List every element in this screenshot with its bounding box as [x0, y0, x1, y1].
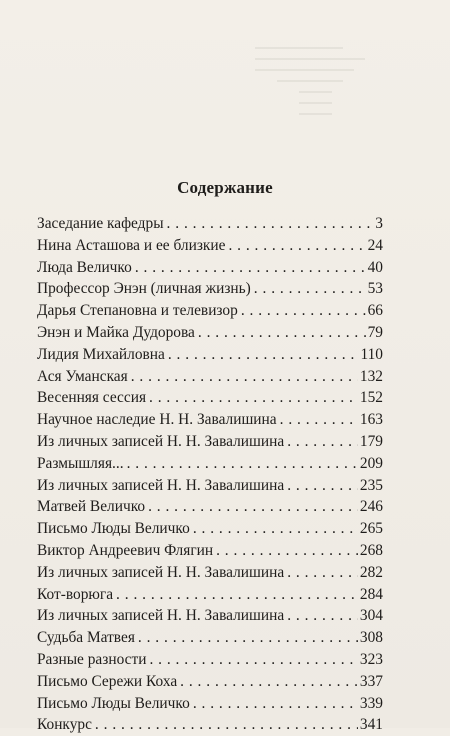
dot-leader [148, 496, 358, 518]
toc-entry-page-number: 268 [359, 541, 383, 559]
toc-entry-page-number: 132 [359, 367, 383, 385]
dot-leader [241, 300, 366, 322]
toc-entry-title: Судьба Матвея [37, 629, 135, 647]
toc-entry-page-number: 66 [367, 302, 383, 320]
toc-entry [37, 584, 383, 606]
dot-leader [280, 409, 358, 431]
toc-entry-page-number: 24 [367, 236, 383, 254]
dot-leader [198, 322, 366, 344]
toc-entry [37, 257, 383, 279]
show-through-text [255, 38, 365, 168]
toc-entry [37, 693, 383, 715]
toc-entry-page-number: 304 [359, 607, 383, 625]
toc-entry-title: Размышляя... [37, 454, 124, 472]
toc-entry-title: Из личных записей Н. Н. Завалишина [37, 432, 285, 450]
toc-entry-page-number: 3 [375, 215, 383, 232]
toc-entry-title: Из личных записей Н. Н. Завалишина [37, 607, 285, 625]
toc-entry-page-number: 339 [359, 694, 383, 712]
dot-leader [168, 344, 359, 366]
toc-entry [37, 671, 383, 693]
dot-leader [254, 278, 366, 300]
toc-entry [37, 475, 383, 497]
dot-leader [193, 693, 358, 715]
toc-entry-page-number: 337 [359, 672, 383, 690]
toc-entry-page-number: 163 [359, 411, 383, 429]
toc-entry-page-number: 235 [359, 476, 383, 494]
toc-entry-title: Матвей Величко [37, 498, 146, 516]
toc-entry-page-number: 282 [359, 563, 383, 581]
toc-entry-title: Дарья Степановна и телевизор [37, 302, 238, 320]
toc-entry-title: Энэн и Майка Дудорова [37, 323, 195, 341]
toc-entry [37, 431, 383, 453]
toc-entry-title: Конкурс [37, 716, 92, 734]
toc-entry [37, 518, 383, 540]
dot-leader [149, 387, 358, 409]
toc-entry-page-number: 323 [359, 650, 383, 668]
toc-entry-page-number: 265 [359, 520, 383, 538]
dot-leader [287, 431, 358, 453]
dot-leader [149, 649, 357, 671]
toc-entry [37, 714, 383, 736]
dot-leader [116, 584, 358, 606]
toc-entry-title: Люда Величко [37, 258, 132, 276]
dot-leader [167, 213, 374, 235]
toc-entry [37, 409, 383, 431]
toc-entry-title: Письмо Люды Величко [37, 520, 190, 538]
toc-entry [37, 562, 383, 584]
toc-entry-title: Весенняя сессия [37, 389, 147, 407]
toc-entry [37, 627, 383, 649]
toc-entry-title: Письмо Сережи Коха [37, 672, 178, 690]
toc-entry-title: Лидия Михайловна [37, 345, 165, 363]
toc-entry [37, 213, 383, 235]
toc-entry-title: Заседание кафедры [37, 215, 164, 232]
toc-entry [37, 366, 383, 388]
toc-entry-page-number: 209 [359, 454, 383, 472]
toc-entry [37, 344, 383, 366]
toc-entry [37, 387, 383, 409]
dot-leader [287, 475, 358, 497]
table-of-contents [37, 213, 383, 736]
toc-entry [37, 278, 383, 300]
toc-entry [37, 605, 383, 627]
dot-leader [127, 453, 358, 475]
toc-entry [37, 649, 383, 671]
toc-entry-title: Виктор Андреевич Флягин [37, 541, 214, 559]
dot-leader [216, 540, 358, 562]
dot-leader [228, 235, 365, 257]
toc-entry-title: Профессор Энэн (личная жизнь) [37, 280, 251, 298]
toc-entry-page-number: 53 [367, 280, 383, 298]
toc-entry [37, 453, 383, 475]
toc-entry-title: Письмо Люды Величко [37, 694, 190, 712]
dot-leader [180, 671, 358, 693]
dot-leader [135, 257, 366, 279]
dot-leader [95, 714, 358, 736]
toc-entry-page-number: 79 [367, 323, 383, 341]
toc-entry-page-number: 40 [367, 258, 383, 276]
toc-entry-page-number: 179 [359, 432, 383, 450]
toc-entry-page-number: 152 [359, 389, 383, 407]
dot-leader [287, 605, 358, 627]
toc-entry-title: Из личных записей Н. Н. Завалишина [37, 563, 285, 581]
toc-entry [37, 496, 383, 518]
toc-entry-page-number: 284 [359, 585, 383, 603]
dot-leader [131, 366, 358, 388]
toc-entry-title: Кот-ворюга [37, 585, 114, 603]
toc-entry [37, 540, 383, 562]
dot-leader [287, 562, 358, 584]
toc-entry [37, 300, 383, 322]
toc-entry-title: Ася Уманская [37, 367, 128, 385]
toc-entry-page-number: 341 [359, 716, 383, 734]
toc-entry [37, 235, 383, 257]
toc-entry-title: Разные разности [37, 650, 147, 668]
toc-entry-title: Из личных записей Н. Н. Завалишина [37, 476, 285, 494]
toc-entry-page-number: 246 [359, 498, 383, 516]
toc-entry-page-number: 308 [359, 629, 383, 647]
toc-entry-page-number: 110 [360, 345, 383, 363]
toc-entry [37, 322, 383, 344]
dot-leader [193, 518, 358, 540]
toc-entry-title: Научное наследие Н. Н. Завалишина [37, 411, 277, 429]
dot-leader [138, 627, 358, 649]
contents-heading: Содержание [177, 178, 273, 197]
toc-entry-title: Нина Асташова и ее близкие [37, 236, 226, 254]
